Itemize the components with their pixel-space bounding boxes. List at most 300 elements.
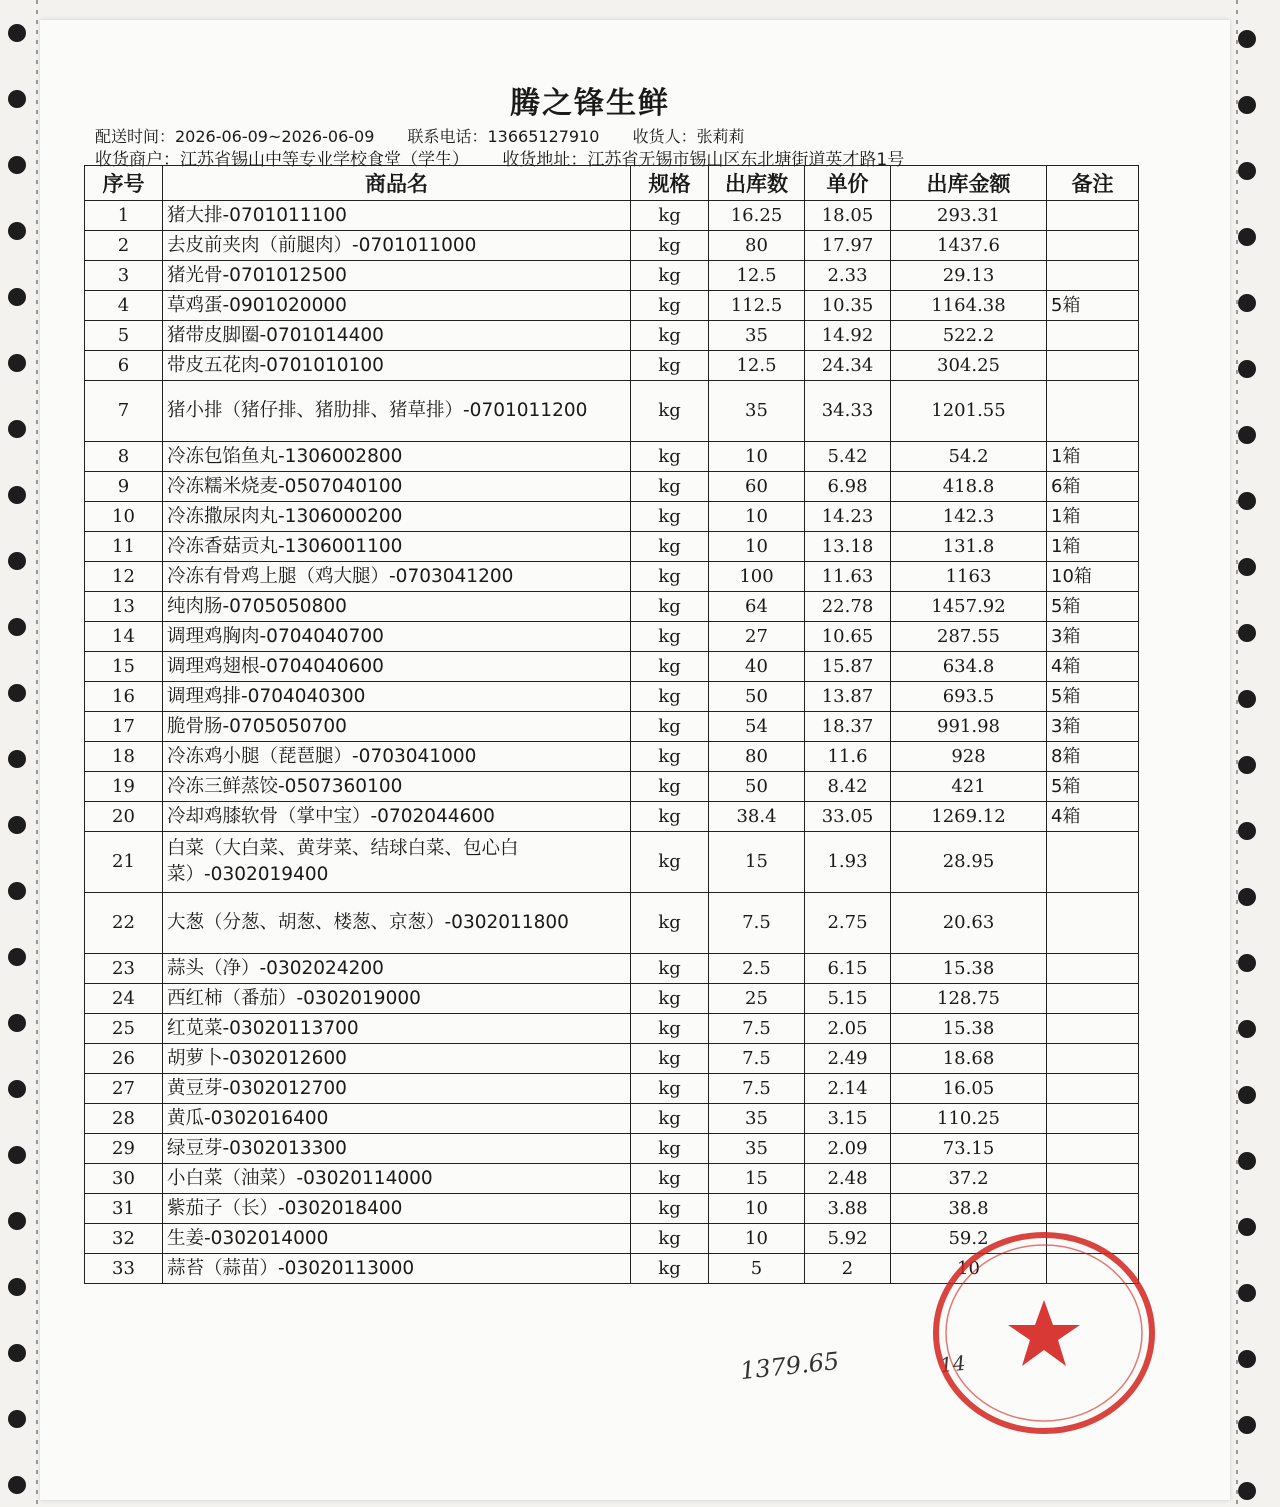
table-row [85, 1224, 1139, 1254]
table-row [85, 954, 1139, 984]
row-amount: 59.2 [891, 1224, 1047, 1254]
row-amount: 287.55 [891, 622, 1047, 652]
row-unit: kg [631, 802, 709, 832]
row-amount: 15.38 [891, 954, 1047, 984]
row-amount: 15.38 [891, 1014, 1047, 1044]
row-qty: 64 [709, 592, 805, 622]
row-price: 6.15 [805, 954, 891, 984]
tractor-holes-left [2, 0, 32, 1507]
row-qty: 80 [709, 742, 805, 772]
row-amount: 1163 [891, 562, 1047, 592]
row-price: 10.35 [805, 291, 891, 321]
feed-hole [8, 1476, 26, 1494]
row-name: 黄瓜-0302016400 [163, 1104, 631, 1134]
table-row [85, 1194, 1139, 1224]
row-unit: kg [631, 652, 709, 682]
row-no: 27 [85, 1074, 163, 1104]
row-qty: 50 [709, 772, 805, 802]
row-amount: 418.8 [891, 472, 1047, 502]
row-unit: kg [631, 502, 709, 532]
feed-hole [1238, 1152, 1256, 1170]
row-price: 6.98 [805, 472, 891, 502]
row-unit: kg [631, 1104, 709, 1134]
row-qty: 15 [709, 1164, 805, 1194]
table-row [85, 622, 1139, 652]
feed-hole [1238, 1284, 1256, 1302]
row-price: 2.75 [805, 893, 891, 954]
row-no: 8 [85, 442, 163, 472]
row-price: 33.05 [805, 802, 891, 832]
feed-hole [1238, 1218, 1256, 1236]
row-qty: 54 [709, 712, 805, 742]
col-header-note: 备注 [1047, 166, 1139, 201]
row-unit: kg [631, 1044, 709, 1074]
row-qty: 40 [709, 652, 805, 682]
row-note [1047, 201, 1139, 231]
row-note: 5箱 [1047, 592, 1139, 622]
row-price: 2.49 [805, 1044, 891, 1074]
row-unit: kg [631, 954, 709, 984]
row-price: 8.42 [805, 772, 891, 802]
row-name: 猪小排（猪仔排、猪肋排、猪草排）-0701011200 [163, 381, 631, 442]
row-no: 5 [85, 321, 163, 351]
feed-hole [1238, 756, 1256, 774]
row-qty: 10 [709, 1194, 805, 1224]
row-unit: kg [631, 261, 709, 291]
row-price: 5.42 [805, 442, 891, 472]
row-amount: 928 [891, 742, 1047, 772]
feed-hole [1238, 1482, 1256, 1500]
feed-hole [1238, 954, 1256, 972]
row-unit: kg [631, 532, 709, 562]
row-amount: 128.75 [891, 984, 1047, 1014]
row-note [1047, 984, 1139, 1014]
row-name: 黄豆芽-0302012700 [163, 1074, 631, 1104]
row-qty: 12.5 [709, 261, 805, 291]
table-row [85, 442, 1139, 472]
row-amount: 38.8 [891, 1194, 1047, 1224]
row-qty: 16.25 [709, 201, 805, 231]
row-price: 11.63 [805, 562, 891, 592]
feed-hole [1238, 228, 1256, 246]
feed-hole [8, 948, 26, 966]
row-price: 1.93 [805, 832, 891, 893]
row-price: 22.78 [805, 592, 891, 622]
row-note [1047, 1254, 1139, 1284]
row-price: 15.87 [805, 652, 891, 682]
row-unit: kg [631, 1164, 709, 1194]
row-name: 猪大排-0701011100 [163, 201, 631, 231]
feed-hole [8, 1212, 26, 1230]
row-name: 西红柿（番茄）-0302019000 [163, 984, 631, 1014]
table-row [85, 652, 1139, 682]
row-qty: 80 [709, 231, 805, 261]
table-row [85, 1014, 1139, 1044]
feed-hole [1238, 360, 1256, 378]
table-row [85, 472, 1139, 502]
row-name: 冷冻包馅鱼丸-1306002800 [163, 442, 631, 472]
row-unit: kg [631, 1014, 709, 1044]
table-row [85, 1254, 1139, 1284]
table-row [85, 1104, 1139, 1134]
row-unit: kg [631, 592, 709, 622]
row-qty: 60 [709, 472, 805, 502]
row-note: 6箱 [1047, 472, 1139, 502]
row-amount: 421 [891, 772, 1047, 802]
row-amount: 293.31 [891, 201, 1047, 231]
feed-hole [8, 552, 26, 570]
row-qty: 10 [709, 1224, 805, 1254]
row-name: 猪光骨-0701012500 [163, 261, 631, 291]
row-no: 4 [85, 291, 163, 321]
row-amount: 991.98 [891, 712, 1047, 742]
feed-hole [8, 816, 26, 834]
row-amount: 54.2 [891, 442, 1047, 472]
feed-hole [8, 156, 26, 174]
row-amount: 1201.55 [891, 381, 1047, 442]
feed-hole [1238, 30, 1256, 48]
row-note: 3箱 [1047, 712, 1139, 742]
row-price: 3.15 [805, 1104, 891, 1134]
row-qty: 10 [709, 442, 805, 472]
row-unit: kg [631, 562, 709, 592]
row-amount: 304.25 [891, 351, 1047, 381]
row-price: 2.14 [805, 1074, 891, 1104]
row-note [1047, 381, 1139, 442]
feed-hole [1238, 1020, 1256, 1038]
row-no: 26 [85, 1044, 163, 1074]
feed-hole [8, 750, 26, 768]
row-no: 11 [85, 532, 163, 562]
col-header-unit: 规格 [631, 166, 709, 201]
row-price: 14.92 [805, 321, 891, 351]
table-row [85, 984, 1139, 1014]
row-no: 23 [85, 954, 163, 984]
row-name: 冷冻鸡小腿（琵琶腿）-0703041000 [163, 742, 631, 772]
handwritten-total: 1379.65 [738, 1346, 841, 1386]
handwritten-total-2: 14 [938, 1350, 967, 1378]
row-unit: kg [631, 742, 709, 772]
row-no: 15 [85, 652, 163, 682]
row-note [1047, 1194, 1139, 1224]
row-unit: kg [631, 201, 709, 231]
row-name: 小白菜（油菜）-03020114000 [163, 1164, 631, 1194]
receiver-name: 收货人：张莉莉 [632, 127, 745, 146]
row-no: 10 [85, 502, 163, 532]
feed-hole [1238, 294, 1256, 312]
row-price: 2.48 [805, 1164, 891, 1194]
row-qty: 35 [709, 321, 805, 351]
row-name: 冷冻糯米烧麦-0507040100 [163, 472, 631, 502]
row-amount: 1269.12 [891, 802, 1047, 832]
feed-hole [1238, 1416, 1256, 1434]
row-no: 22 [85, 893, 163, 954]
feed-hole [8, 420, 26, 438]
perforation-left [36, 0, 38, 1507]
row-no: 32 [85, 1224, 163, 1254]
row-no: 1 [85, 201, 163, 231]
document-title: 腾之锋生鲜 [510, 86, 670, 121]
row-qty: 112.5 [709, 291, 805, 321]
row-note [1047, 1164, 1139, 1194]
row-note: 3箱 [1047, 622, 1139, 652]
row-no: 33 [85, 1254, 163, 1284]
row-amount: 73.15 [891, 1134, 1047, 1164]
row-qty: 35 [709, 1134, 805, 1164]
row-note [1047, 1104, 1139, 1134]
table-row [85, 802, 1139, 832]
row-price: 13.87 [805, 682, 891, 712]
table-row [85, 231, 1139, 261]
row-amount: 522.2 [891, 321, 1047, 351]
row-unit: kg [631, 231, 709, 261]
row-price: 14.23 [805, 502, 891, 532]
row-note [1047, 321, 1139, 351]
row-name: 冷冻撒尿肉丸-1306000200 [163, 502, 631, 532]
row-name: 纯肉肠-0705050800 [163, 592, 631, 622]
row-price: 10.65 [805, 622, 891, 652]
table-header-row [85, 166, 1139, 201]
feed-hole [8, 24, 26, 42]
row-qty: 100 [709, 562, 805, 592]
row-no: 9 [85, 472, 163, 502]
row-unit: kg [631, 321, 709, 351]
row-name: 草鸡蛋-0901020000 [163, 291, 631, 321]
feed-hole [1238, 624, 1256, 642]
table-row [85, 1044, 1139, 1074]
row-no: 19 [85, 772, 163, 802]
row-price: 2 [805, 1254, 891, 1284]
row-qty: 35 [709, 381, 805, 442]
row-amount: 16.05 [891, 1074, 1047, 1104]
row-amount: 28.95 [891, 832, 1047, 893]
row-no: 29 [85, 1134, 163, 1164]
row-name: 大葱（分葱、胡葱、楼葱、京葱）-0302011800 [163, 893, 631, 954]
col-header-qty: 出库数 [709, 166, 805, 201]
row-no: 16 [85, 682, 163, 712]
row-unit: kg [631, 622, 709, 652]
row-unit: kg [631, 682, 709, 712]
row-no: 6 [85, 351, 163, 381]
row-note [1047, 1014, 1139, 1044]
row-unit: kg [631, 1074, 709, 1104]
feed-hole [8, 1014, 26, 1032]
table-row [85, 321, 1139, 351]
row-price: 3.88 [805, 1194, 891, 1224]
row-amount: 29.13 [891, 261, 1047, 291]
row-amount: 18.68 [891, 1044, 1047, 1074]
row-note: 8箱 [1047, 742, 1139, 772]
feed-hole [8, 1278, 26, 1296]
row-qty: 5 [709, 1254, 805, 1284]
row-price: 5.92 [805, 1224, 891, 1254]
row-name: 绿豆芽-0302013300 [163, 1134, 631, 1164]
row-qty: 10 [709, 502, 805, 532]
row-qty: 10 [709, 532, 805, 562]
row-price: 11.6 [805, 742, 891, 772]
row-name: 白菜（大白菜、黄芽菜、结球白菜、包心白菜）-0302019400 [163, 832, 631, 893]
row-note: 1箱 [1047, 442, 1139, 472]
row-unit: kg [631, 351, 709, 381]
row-price: 17.97 [805, 231, 891, 261]
row-no: 13 [85, 592, 163, 622]
row-qty: 50 [709, 682, 805, 712]
feed-hole [1238, 558, 1256, 576]
row-price: 18.37 [805, 712, 891, 742]
table-row [85, 1074, 1139, 1104]
row-note: 1箱 [1047, 532, 1139, 562]
row-no: 17 [85, 712, 163, 742]
row-amount: 1457.92 [891, 592, 1047, 622]
row-unit: kg [631, 1254, 709, 1284]
row-amount: 110.25 [891, 1104, 1047, 1134]
row-no: 21 [85, 832, 163, 893]
row-price: 18.05 [805, 201, 891, 231]
row-note: 5箱 [1047, 772, 1139, 802]
row-note [1047, 1074, 1139, 1104]
row-note: 5箱 [1047, 291, 1139, 321]
row-amount: 1164.38 [891, 291, 1047, 321]
feed-hole [8, 486, 26, 504]
row-no: 31 [85, 1194, 163, 1224]
row-name: 去皮前夹肉（前腿肉）-0701011000 [163, 231, 631, 261]
table-row [85, 712, 1139, 742]
feed-hole [8, 882, 26, 900]
table-row [85, 772, 1139, 802]
row-no: 20 [85, 802, 163, 832]
row-name: 紫茄子（长）-0302018400 [163, 1194, 631, 1224]
row-note [1047, 832, 1139, 893]
table-row [85, 1134, 1139, 1164]
table-row [85, 682, 1139, 712]
row-unit: kg [631, 472, 709, 502]
row-price: 5.15 [805, 984, 891, 1014]
feed-hole [8, 222, 26, 240]
row-note [1047, 1224, 1139, 1254]
row-unit: kg [631, 772, 709, 802]
row-price: 13.18 [805, 532, 891, 562]
row-unit: kg [631, 381, 709, 442]
row-name: 红苋菜-03020113700 [163, 1014, 631, 1044]
row-qty: 35 [709, 1104, 805, 1134]
row-note: 4箱 [1047, 802, 1139, 832]
feed-hole [8, 288, 26, 306]
table-row [85, 201, 1139, 231]
feed-hole [1238, 1350, 1256, 1368]
table-row [85, 592, 1139, 622]
table-row [85, 1164, 1139, 1194]
row-name: 调理鸡排-0704040300 [163, 682, 631, 712]
row-qty: 12.5 [709, 351, 805, 381]
row-name: 带皮五花肉-0701010100 [163, 351, 631, 381]
row-qty: 38.4 [709, 802, 805, 832]
row-name: 调理鸡胸肉-0704040700 [163, 622, 631, 652]
row-no: 3 [85, 261, 163, 291]
table-row [85, 562, 1139, 592]
table-row [85, 893, 1139, 954]
info-line-1 [95, 124, 773, 147]
feed-hole [8, 1410, 26, 1428]
table-row [85, 291, 1139, 321]
row-no: 30 [85, 1164, 163, 1194]
row-price: 2.33 [805, 261, 891, 291]
row-amount: 37.2 [891, 1164, 1047, 1194]
row-note [1047, 261, 1139, 291]
row-note [1047, 1134, 1139, 1164]
table-row [85, 502, 1139, 532]
feed-hole [8, 1146, 26, 1164]
feed-hole [8, 1080, 26, 1098]
row-note [1047, 231, 1139, 261]
feed-hole [1238, 690, 1256, 708]
feed-hole [1238, 96, 1256, 114]
row-qty: 7.5 [709, 893, 805, 954]
row-note: 1箱 [1047, 502, 1139, 532]
table-row [85, 351, 1139, 381]
row-no: 28 [85, 1104, 163, 1134]
feed-hole [8, 618, 26, 636]
row-qty: 7.5 [709, 1074, 805, 1104]
row-amount: 693.5 [891, 682, 1047, 712]
row-price: 2.09 [805, 1134, 891, 1164]
row-note [1047, 1044, 1139, 1074]
row-unit: kg [631, 1194, 709, 1224]
table-row [85, 532, 1139, 562]
contact-phone: 联系电话：13665127910 [407, 127, 600, 146]
row-qty: 2.5 [709, 954, 805, 984]
row-unit: kg [631, 1134, 709, 1164]
feed-hole [8, 1344, 26, 1362]
col-header-amount: 出库金额 [891, 166, 1047, 201]
row-name: 冷却鸡膝软骨（掌中宝）-0702044600 [163, 802, 631, 832]
col-header-price: 单价 [805, 166, 891, 201]
row-qty: 7.5 [709, 1014, 805, 1044]
table-row [85, 381, 1139, 442]
col-header-name: 商品名 [163, 166, 631, 201]
row-note: 5箱 [1047, 682, 1139, 712]
feed-hole [1238, 1086, 1256, 1104]
row-amount: 1437.6 [891, 231, 1047, 261]
feed-hole [1238, 426, 1256, 444]
row-no: 18 [85, 742, 163, 772]
row-price: 2.05 [805, 1014, 891, 1044]
row-qty: 27 [709, 622, 805, 652]
row-unit: kg [631, 984, 709, 1014]
row-note [1047, 351, 1139, 381]
row-unit: kg [631, 442, 709, 472]
row-unit: kg [631, 832, 709, 893]
row-unit: kg [631, 291, 709, 321]
row-qty: 15 [709, 832, 805, 893]
row-amount: 131.8 [891, 532, 1047, 562]
row-name: 猪带皮脚圈-0701014400 [163, 321, 631, 351]
row-qty: 25 [709, 984, 805, 1014]
row-amount: 142.3 [891, 502, 1047, 532]
feed-hole [1238, 162, 1256, 180]
row-name: 蒜苔（蒜苗）-03020113000 [163, 1254, 631, 1284]
table-row [85, 742, 1139, 772]
perforation-right [1236, 0, 1238, 1507]
feed-hole [8, 684, 26, 702]
row-note [1047, 954, 1139, 984]
row-no: 24 [85, 984, 163, 1014]
row-amount: 634.8 [891, 652, 1047, 682]
row-price: 24.34 [805, 351, 891, 381]
row-amount: 20.63 [891, 893, 1047, 954]
feed-hole [1238, 888, 1256, 906]
row-unit: kg [631, 1224, 709, 1254]
row-qty: 7.5 [709, 1044, 805, 1074]
